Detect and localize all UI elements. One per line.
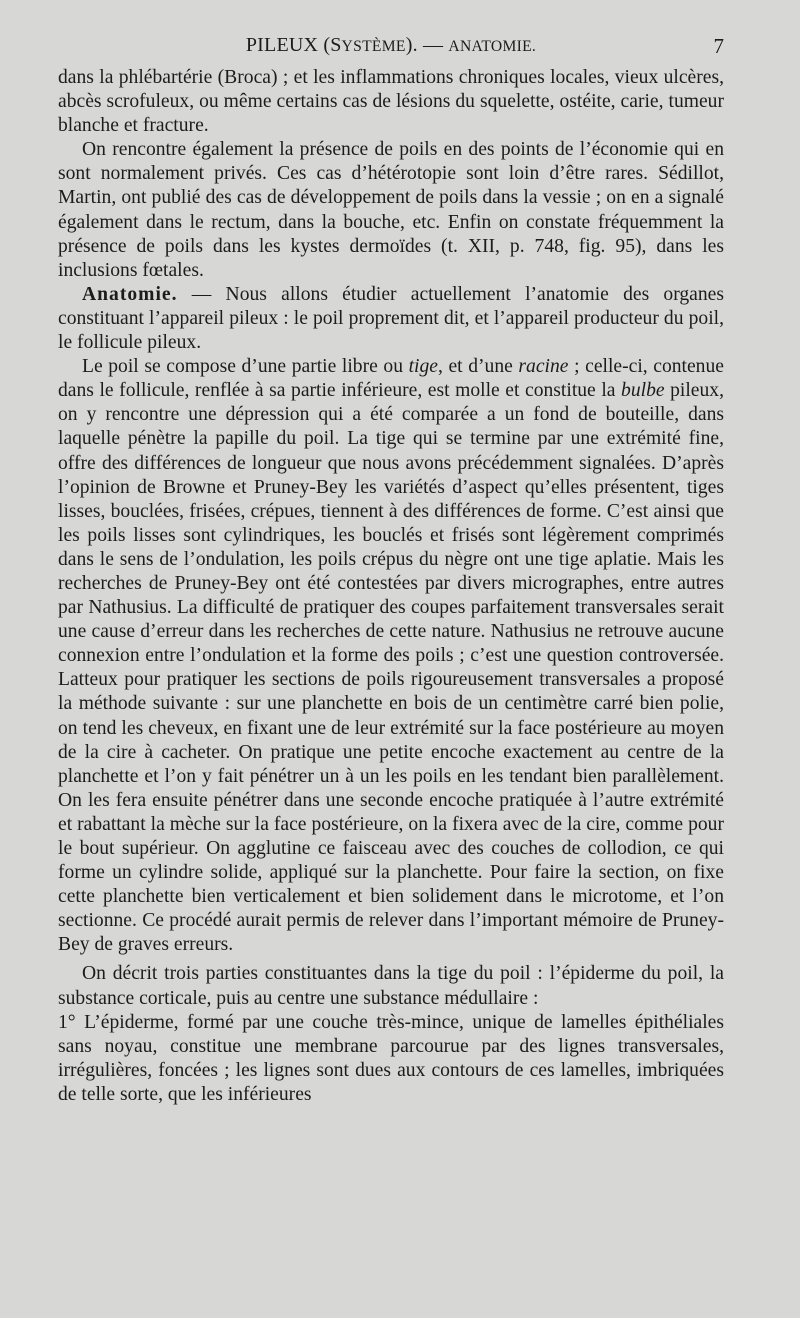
term-bulbe: bulbe	[621, 380, 665, 402]
running-title-main: PILEUX (S	[245, 34, 342, 56]
paragraph-5: On décrit trois parties constituantes dans la tige du poil : l’épiderme du poil, la substance corticale, puis au centre une substance médullaire :	[58, 963, 724, 1009]
paragraph-4-text-4: pileux, on y rencontre une dépression qui a été comparée a un fond de bouteille, dans laquelle pénètre la papille du poil. La tige qui se termine par une extrémité fine, offre des différences de longueur que nous avons précédemment signalées. D’après l’opinion de Browne et Pruney-Bey les variétés d’aspect qu’elles présentent, tiges lisses, bouclées, frisées, crépues, tiennent à des différences de forme. C’est ainsi que les poils lisses sont cylindriques, les bouclés et frisés sont légèrement comprimés dans le sens de l’ondulation, les poils crépus du nègre ont une tige aplatie. Mais les recherches de Pruney-Bey ont été contestées par divers micrographes, entre autres par Nathusius. La difficulté de pratiquer des coupes parfaitement transversales serait une cause d’erreur dans les recherches de cette nature. Nathusius ne retrouve aucune connexion entre l’ondulation et la forme des poils ; c’est une question controversée. Latteux pour pratiquer les sections de poils rigoureusement transversales a proposé la méthode suivante : sur une planchette en bois de un centimètre carré bien polie, on tend les cheveux, en fixant une de leur extrémité sur la face postérieure au moyen de la cire à cacheter. On pratique une petite encoche exactement au centre de la planchette et l’on y fait pénétrer un à un les poils en les tendant bien parallèlement. On les fera ensuite pénétrer dans une seconde encoche pratiquée à l’autre extrémité et rabattant la mèche sur la face postérieure, on la fixera avec de la cire, comme pour le bout supérieur. On agglutine ce faisceau avec des couches de collodion, ce qui forme un cylindre solide, appliqué sur la planchette. Pour faire la section, on fixe cette planchette bien verticalement et bien solidement dans le microtome, et l’on sectionne. Ce procédé aurait permis de relever dans l’important mémoire de Pruney-Bey de graves erreurs.	[58, 380, 724, 956]
paragraph-4-text-1: Le poil se compose d’une partie libre ou	[82, 356, 409, 378]
paragraph-1: dans la phlébartérie (Broca) ; et les inflammations chroniques locales, vieux ulcères, abcès scrofuleux, ou même certains cas de lésions du squelette, ostéite, carie, tumeur blanche et fracture.	[58, 67, 724, 137]
running-title-system: YSTÈME	[341, 38, 406, 55]
paragraph-6: 1° L’épiderme, formé par une couche très-mince, unique de lamelles épithéliales sans noyau, constitue une membrane parcourue par des lignes transversales, irrégulières, foncées ; les lignes sont dues aux contours de ces lamelles, imbriquées de telle sorte, que les inférieures	[58, 1011, 724, 1105]
running-title-separator: ). —	[405, 34, 449, 56]
paragraph-2: On rencontre également la présence de poils en des points de l’économie qui en sont normalement privés. Ces cas d’hétérotopie sont loin d’être rares. Sédillot, Martin, ont publié des cas de développement de poils dans la vessie ; on en a signalé également dans le rectum, dans la bouche, etc. Enfin on constate fréquemment la présence de poils dans les kystes dermoïdes (t. XII, p. 748, fig. 95), dans les inclusions fœtales.	[58, 139, 724, 281]
term-racine: racine	[518, 356, 569, 378]
body-text	[58, 66, 724, 1107]
paragraph-3	[58, 283, 724, 355]
paragraph-4-text-2: , et d’une	[437, 356, 519, 378]
paragraph-4	[58, 355, 724, 957]
running-title	[58, 34, 724, 57]
running-title-section: ANATOMIE.	[448, 38, 537, 55]
paragraph-4-text-3: ; celle-ci, contenue dans le follicule, renflée à sa partie inférieure, est molle et constitue la	[58, 356, 724, 402]
page-header	[58, 34, 724, 64]
page-number: 7	[713, 34, 724, 58]
term-tige: tige	[408, 356, 438, 378]
paragraph-3-text: — Nous allons étudier actuellement l’anatomie des organes constituant l’appareil pileux : le poil proprement dit, et l’appareil producteur du poil, le follicule pileux.	[58, 283, 724, 354]
section-heading-anatomie: Anatomie.	[82, 283, 178, 305]
